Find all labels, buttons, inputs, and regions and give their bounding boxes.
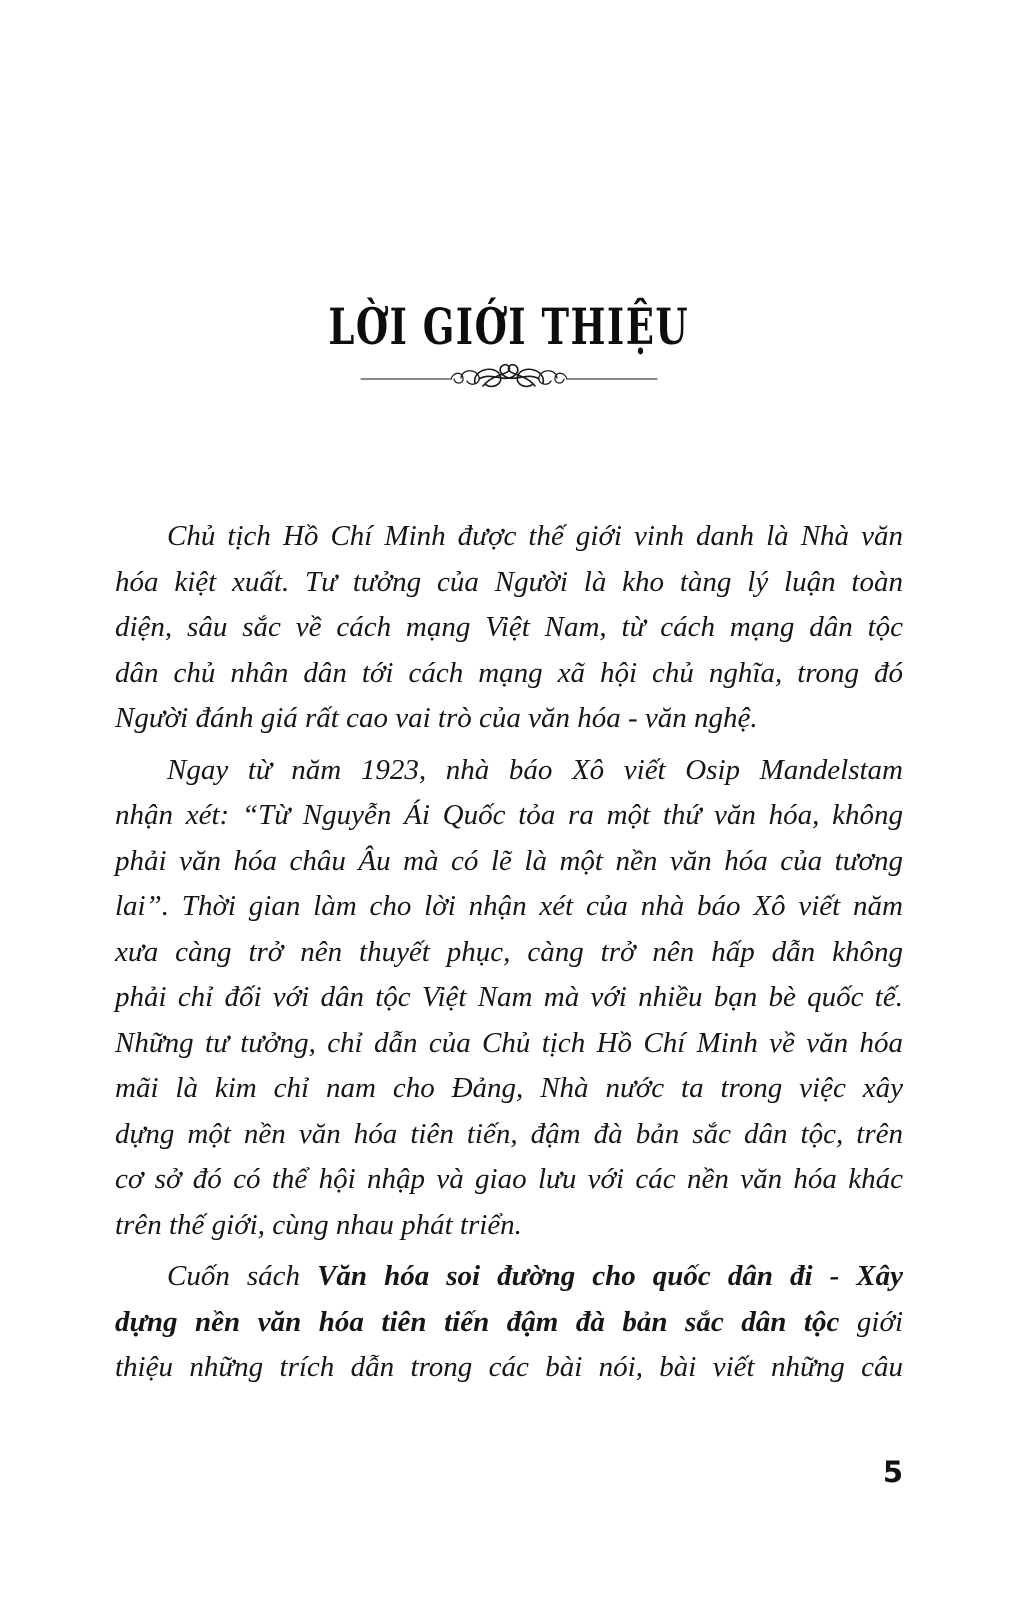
text-segment: xưa càng trở nên thuyết phục, càng trở nên hấp dẫn không [115,935,903,968]
text-line [115,1021,903,1067]
text-line [115,696,903,742]
text-line [115,930,903,976]
page-title-text: LỜI GIỚI THIỆU [328,297,690,356]
text-line [115,1203,903,1249]
body-text [115,514,903,1391]
text-segment: mãi là kim chỉ nam cho Đảng, Nhà nước ta trong việc xây [115,1072,903,1104]
text-segment: Ngay từ năm 1923, nhà báo Xô viết Osip Mandelstam [167,753,903,786]
text-segment: Những tư tưởng, chỉ dẫn của Chủ tịch Hồ Chí Minh về văn hóa [115,1026,903,1059]
text-line [115,651,903,697]
text-line [115,884,903,930]
text-line [115,1112,903,1158]
book-title-emphasis: Văn hóa soi đường cho quốc dân đi - Xây [317,1260,903,1292]
text-line [115,1300,903,1346]
text-segment: cơ sở đó có thể hội nhập và giao lưu với các nền văn hóa khác [115,1163,903,1195]
text-segment: dựng một nền văn hóa tiên tiến, đậm đà bản sắc dân tộc, trên [115,1117,903,1150]
page-title [115,298,903,356]
text-line [115,1066,903,1112]
text-line [115,1157,903,1203]
title-divider [115,360,903,401]
text-segment: diện, sâu sắc về cách mạng Việt Nam, từ cách mạng dân tộc [115,611,903,643]
text-line [115,839,903,885]
text-line [115,560,903,606]
text-line [115,514,903,560]
text-line [115,1254,903,1300]
book-title-emphasis: dựng nền văn hóa tiên tiến đậm đà bản sắc dân tộc [115,1305,840,1338]
page-number: 5 [882,1455,903,1489]
text-segment: phải văn hóa châu Âu mà có lẽ là một nền văn hóa của tương [115,844,903,877]
text-segment: trên thế giới, cùng nhau phát triển. [115,1208,522,1241]
text-segment: lai”. Thời gian làm cho lời nhận xét của nhà báo Xô viết năm [115,890,903,922]
text-line [115,975,903,1021]
flourish-divider-icon [359,360,659,396]
text-segment: phải chỉ đối với dân tộc Việt Nam mà với nhiều bạn bè quốc tế. [115,981,903,1013]
text-line [115,748,903,794]
text-line [115,1345,903,1391]
text-segment: nhận xét: “Từ Nguyễn Ái Quốc tỏa ra một thứ văn hóa, không [115,799,903,831]
text-line [115,793,903,839]
text-segment: Người đánh giá rất cao vai trò của văn hóa - văn nghệ. [115,702,758,734]
text-segment: giới [839,1305,904,1338]
text-line [115,605,903,651]
text-segment: dân chủ nhân dân tới cách mạng xã hội chủ nghĩa, trong đó [115,656,903,689]
text-segment: Cuốn sách [167,1260,318,1292]
text-segment: thiệu những trích dẫn trong các bài nói, bài viết những câu [115,1351,903,1383]
text-segment: hóa kiệt xuất. Tư tưởng của Người là kho tàng lý luận toàn [115,565,903,598]
text-segment: Chủ tịch Hồ Chí Minh được thế giới vinh danh là Nhà văn [167,520,903,552]
